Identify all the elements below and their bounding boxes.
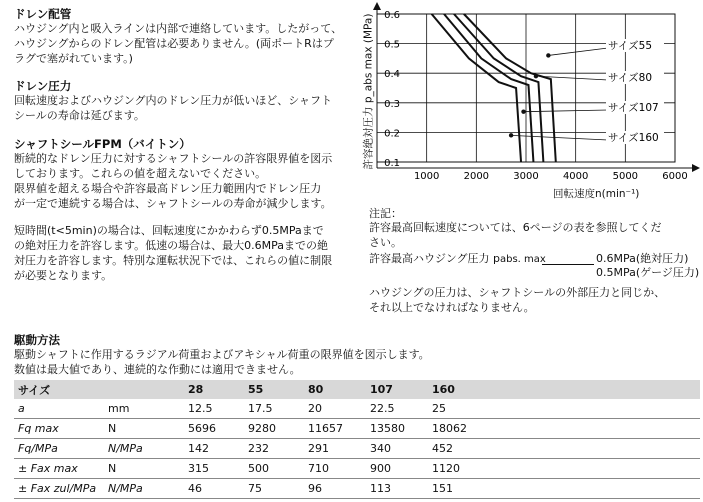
- load-table: [14, 380, 700, 499]
- series-line: [454, 14, 543, 162]
- housing-line-2: それ以上でなければなりません。: [369, 301, 535, 314]
- shaft-seal-line-6: の絶対圧力を許容します。低速の場合は、最大0.6MPaまでの絶: [14, 239, 328, 252]
- x-tick-label: 5000: [612, 171, 639, 182]
- shaft-seal-line-5: 短時間(t<5min)の場合は、回転速度にかかわらず0.5MPaまで: [14, 224, 324, 237]
- th-107: 107: [366, 380, 428, 399]
- cell: 46: [184, 479, 244, 499]
- cell: ± Fax zul/MPa: [14, 479, 104, 499]
- drain-pressure-line-1: 回転速度およびハウジング内のドレン圧力が低いほど、シャフト: [14, 94, 333, 107]
- cell: 113: [366, 479, 428, 499]
- cell: N: [104, 419, 184, 439]
- drain-piping-line-2: ハウジングからのドレン配管は必要ありません。(両ポートRはプ: [14, 37, 334, 50]
- notes-title: 注記：: [369, 207, 402, 220]
- th-unit: [104, 380, 184, 399]
- pressure-underline: [542, 264, 594, 265]
- notes-line-1: 許容最高回転速度については、6ページの表を参照してくだ: [369, 221, 662, 234]
- drain-piping-title: ドレン配管: [14, 7, 72, 21]
- drive-line-2: 数値は最大値であり、連続的な作動には適用できません。: [14, 363, 301, 376]
- th-160: 160: [428, 380, 700, 399]
- shaft-seal-title: シャフトシールFPM（バイトン）: [14, 137, 191, 151]
- cell: 9280: [244, 419, 304, 439]
- cell: 75: [244, 479, 304, 499]
- th-size: サイズ: [14, 380, 104, 399]
- cell: 25: [428, 399, 700, 419]
- y-tick-label: 0.5: [384, 39, 400, 51]
- shaft-seal-line-1: 断続的なドレン圧力に対するシャフトシールの許容限界値を図示: [14, 152, 333, 165]
- series-label: サイズ107: [608, 102, 659, 114]
- cell: 11657: [304, 419, 366, 439]
- cell: 900: [366, 459, 428, 479]
- cell: N/MPa: [104, 479, 184, 499]
- cell: 13580: [366, 419, 428, 439]
- cell: 17.5: [244, 399, 304, 419]
- x-axis-label: 回転速度n(min⁻¹): [553, 188, 640, 200]
- cell: Fq/MPa: [14, 439, 104, 459]
- series-leader: [524, 110, 608, 112]
- cell: 291: [304, 439, 366, 459]
- y-tick-label: 0.3: [384, 98, 400, 110]
- drain-piping-line-1: ハウジング内と吸入ラインは内部で連絡しています。したがって、: [14, 22, 343, 35]
- y-tick-label: 0.6: [384, 10, 400, 21]
- x-tick-label: 1000: [413, 171, 440, 182]
- cell: N/MPa: [104, 439, 184, 459]
- cell: a: [14, 399, 104, 419]
- table-row: [14, 399, 700, 419]
- seal-pressure-chart: [360, 0, 703, 200]
- notes-line-2: さい。: [369, 236, 402, 249]
- cell: 500: [244, 459, 304, 479]
- cell: 1120: [428, 459, 700, 479]
- cell: 12.5: [184, 399, 244, 419]
- pressure-label-text: 許容最高ハウジング圧力 p: [369, 252, 500, 265]
- chart-ticks: [384, 10, 688, 182]
- cell: 18062: [428, 419, 700, 439]
- drive-line-1: 駆動シャフトに作用するラジアル荷重およびアキシャル荷重の限界値を図示します。: [14, 348, 430, 361]
- series-label: サイズ55: [608, 40, 653, 52]
- y-tick-label: 0.4: [384, 69, 400, 81]
- cell: 340: [366, 439, 428, 459]
- cell: 20: [304, 399, 366, 419]
- cell: 315: [184, 459, 244, 479]
- y-tick-label: 0.2: [384, 128, 400, 140]
- th-80: 80: [304, 380, 366, 399]
- cell: N: [104, 459, 184, 479]
- cell: 232: [244, 439, 304, 459]
- shaft-seal-line-7: 対圧力を許容します。特別な運転状況下では、これらの値に制限: [14, 254, 333, 267]
- drain-pressure-title: ドレン圧力: [14, 79, 72, 93]
- cell: 5696: [184, 419, 244, 439]
- cell: 96: [304, 479, 366, 499]
- table-row: [14, 479, 700, 499]
- cell: 710: [304, 459, 366, 479]
- shaft-seal-line-4: が一定で連続する場合は、シャフトシールの寿命が減少します。: [14, 197, 332, 210]
- th-28: 28: [184, 380, 244, 399]
- cell: 151: [428, 479, 700, 499]
- table-header: [14, 380, 700, 399]
- pressure-label-sub: abs. max: [499, 254, 546, 265]
- series-leader: [548, 48, 608, 55]
- drain-piping-line-3: ラグで塞がれています。): [14, 52, 133, 65]
- housing-line-1: ハウジングの圧力は、シャフトシールの外部圧力と同じか、: [369, 286, 666, 299]
- th-55: 55: [244, 380, 304, 399]
- cell: ± Fax max: [14, 459, 104, 479]
- cell: 22.5: [366, 399, 428, 419]
- y-axis-label: 許容絶対圧力 p_abs max (MPa): [362, 13, 375, 170]
- x-tick-label: 2000: [463, 171, 490, 182]
- table-row: [14, 439, 700, 459]
- drain-pressure-line-2: シールの寿命は延びます。: [14, 109, 145, 122]
- chart-series: [432, 14, 556, 162]
- table-row: [14, 459, 700, 479]
- cell: Fq max: [14, 419, 104, 439]
- cell: 142: [184, 439, 244, 459]
- cell: 452: [428, 439, 700, 459]
- shaft-seal-line-8: が必要となります。: [14, 269, 113, 282]
- y-axis-label-wrap: [360, 13, 376, 180]
- shaft-seal-line-3: 限界値を超える場合や許容最高ドレン圧力範囲内でドレン圧力: [14, 182, 322, 195]
- shaft-seal-line-2: しております。これらの値を超えないでください。: [14, 167, 267, 180]
- notes-pressure-label: [369, 252, 546, 268]
- x-tick-label: 4000: [562, 171, 589, 182]
- series-label: サイズ160: [608, 132, 659, 144]
- pressure-value-2: 0.5MPa(ゲージ圧力): [596, 266, 700, 279]
- pressure-value-1: 0.6MPa(絶対圧力): [596, 252, 689, 265]
- table-row: [14, 419, 700, 439]
- drive-title: 駆動方法: [14, 333, 60, 347]
- y-tick-label: 0.1: [384, 158, 400, 169]
- cell: mm: [104, 399, 184, 419]
- x-tick-label: 3000: [513, 171, 539, 182]
- x-tick-label: 6000: [662, 171, 688, 182]
- series-label: サイズ80: [608, 72, 653, 84]
